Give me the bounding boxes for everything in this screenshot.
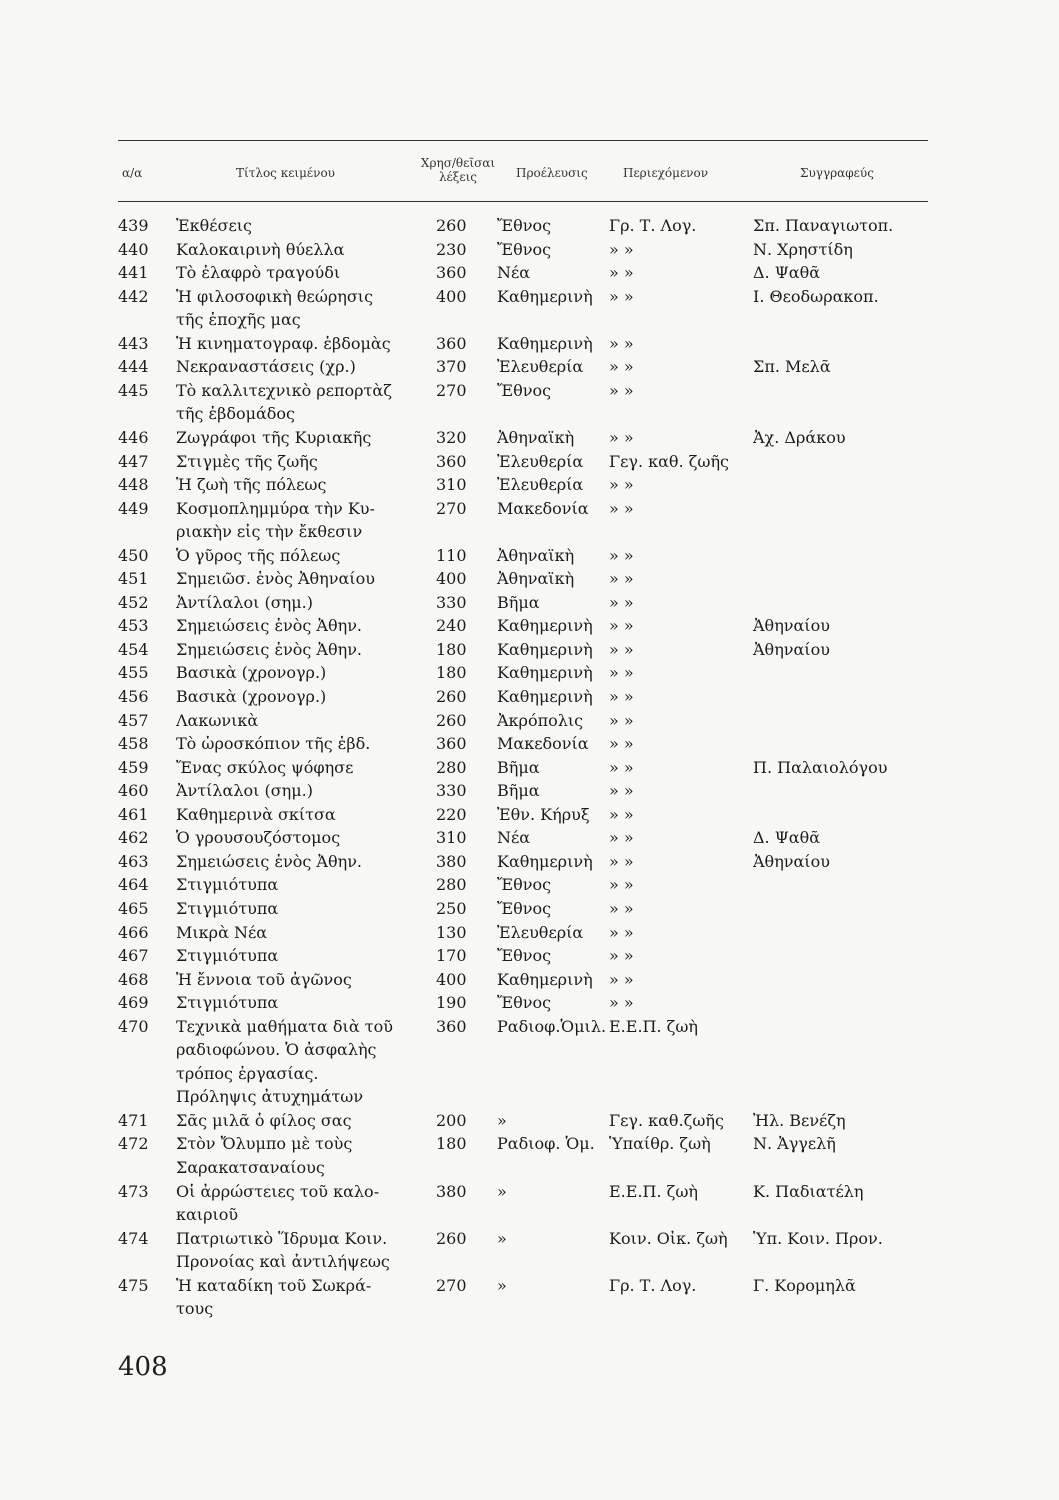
header-rule bbox=[118, 201, 928, 202]
cell-source: Ἀθηναϊκὴ bbox=[497, 569, 575, 589]
header-source: Προέλευσις bbox=[516, 166, 588, 180]
cell-title: Βασικὰ (χρονογρ.) bbox=[176, 663, 327, 683]
header-words-line1: Χρησ/θεῖσαι bbox=[420, 156, 496, 170]
cell-content: » » bbox=[609, 734, 634, 754]
header-author: Συγγραφεύς bbox=[800, 166, 874, 180]
table-header bbox=[0, 148, 1059, 198]
cell-source: Καθημερινὴ bbox=[497, 286, 593, 306]
cell-words: 360 bbox=[436, 263, 467, 283]
cell-words: 220 bbox=[436, 804, 467, 824]
cell-num: 446 bbox=[118, 427, 149, 447]
cell-author: Κ. Παδιατέλη bbox=[753, 1181, 864, 1201]
cell-num: 452 bbox=[118, 592, 149, 612]
cell-num: 464 bbox=[118, 875, 149, 895]
cell-content: » » bbox=[609, 333, 634, 353]
cell-source: Ἔθνος bbox=[497, 239, 552, 259]
cell-source: Καθημερινὴ bbox=[497, 969, 593, 989]
cell-num: 456 bbox=[118, 687, 149, 706]
cell-title: Καθημερινὰ σκίτσα bbox=[176, 804, 336, 824]
cell-source: Βῆμα bbox=[497, 592, 540, 612]
cell-title: Καλοκαιρινὴ θύελλα bbox=[176, 239, 345, 259]
cell-num: 447 bbox=[118, 451, 149, 471]
cell-words: 170 bbox=[436, 946, 467, 966]
cell-words: 320 bbox=[436, 427, 467, 447]
cell-author: Ἠλ. Βενέζη bbox=[753, 1110, 846, 1130]
cell-num: 461 bbox=[118, 804, 149, 824]
cell-title: Στιγμιότυπα bbox=[176, 875, 279, 895]
cell-source: Ἐθν. Κήρυξ bbox=[497, 804, 590, 824]
cell-content: » » bbox=[609, 380, 634, 400]
cell-author: Ν. Χρηστίδη bbox=[753, 239, 853, 259]
cell-title: Τὸ καλλιτεχνικὸ ρεπορτὰζ bbox=[176, 380, 392, 400]
cell-title: τρόπος ἐργασίας. bbox=[176, 1063, 319, 1083]
cell-title: Ἐκθέσεις bbox=[176, 216, 253, 235]
cell-source: » bbox=[497, 1228, 507, 1248]
cell-source: Ἔθνος bbox=[497, 216, 552, 235]
cell-words: 110 bbox=[436, 545, 467, 565]
cell-source: » bbox=[497, 1181, 507, 1201]
cell-title: Σημειώσεις ἑνὸς Ἀθην. bbox=[176, 639, 363, 659]
cell-title: τῆς ἐποχῆς μας bbox=[176, 310, 301, 330]
cell-words: 260 bbox=[436, 710, 467, 730]
cell-author: Γ. Κορομηλᾶ bbox=[753, 1275, 856, 1295]
cell-content: Ὑπαίθρ. ζωὴ bbox=[609, 1134, 711, 1154]
cell-content: » » bbox=[609, 592, 634, 612]
cell-num: 440 bbox=[118, 239, 149, 259]
cell-content: » » bbox=[609, 357, 634, 377]
cell-content: » » bbox=[609, 828, 634, 848]
cell-content: » » bbox=[609, 639, 634, 659]
cell-content: » » bbox=[609, 663, 634, 683]
cell-content: » » bbox=[609, 993, 634, 1013]
cell-author: Σπ. Μελᾶ bbox=[753, 357, 831, 377]
cell-words: 330 bbox=[436, 592, 467, 612]
cell-words: 190 bbox=[436, 993, 467, 1013]
cell-author: Ν. Ἀγγελῆ bbox=[753, 1134, 836, 1154]
cell-num: 467 bbox=[118, 946, 149, 966]
cell-title: Στιγμιότυπα bbox=[176, 946, 279, 966]
cell-title: Ἡ καταδίκη τοῦ Σωκρά- bbox=[176, 1275, 372, 1295]
cell-words: 130 bbox=[436, 922, 467, 942]
cell-words: 360 bbox=[436, 1016, 467, 1036]
cell-words: 280 bbox=[436, 875, 467, 895]
cell-source: Ἐλευθερία bbox=[497, 922, 584, 942]
cell-words: 280 bbox=[436, 757, 467, 777]
cell-content: » » bbox=[609, 498, 634, 518]
cell-source: Καθημερινὴ bbox=[497, 333, 593, 353]
cell-words: 230 bbox=[436, 239, 467, 259]
cell-content: Ε.Ε.Π. ζωὴ bbox=[609, 1181, 698, 1201]
cell-title: ριακὴν εἰς τὴν ἔκθεσιν bbox=[176, 522, 363, 542]
cell-title: Στιγμὲς τῆς ζωῆς bbox=[176, 451, 318, 471]
cell-author: Ἀθηναίου bbox=[753, 616, 830, 636]
cell-num: 439 bbox=[118, 216, 149, 235]
cell-num: 443 bbox=[118, 333, 149, 353]
cell-num: 445 bbox=[118, 380, 149, 400]
cell-num: 468 bbox=[118, 969, 149, 989]
cell-content: Γρ. Τ. Λογ. bbox=[609, 216, 697, 235]
cell-num: 473 bbox=[118, 1181, 149, 1201]
cell-words: 310 bbox=[436, 828, 467, 848]
cell-title: Ἀντίλαλοι (σημ.) bbox=[176, 592, 313, 612]
cell-content: » » bbox=[609, 616, 634, 636]
cell-num: 472 bbox=[118, 1134, 149, 1154]
cell-num: 471 bbox=[118, 1110, 149, 1130]
cell-title: τους bbox=[176, 1299, 214, 1319]
cell-num: 460 bbox=[118, 781, 149, 801]
cell-words: 380 bbox=[436, 1181, 467, 1201]
cell-source: Καθημερινὴ bbox=[497, 639, 593, 659]
cell-num: 451 bbox=[118, 569, 149, 589]
cell-content: » » bbox=[609, 427, 634, 447]
cell-source: Ἔθνος bbox=[497, 946, 552, 966]
header-content: Περιεχόμενον bbox=[623, 166, 708, 180]
cell-num: 448 bbox=[118, 475, 149, 495]
cell-num: 463 bbox=[118, 851, 149, 871]
cell-author: Ι. Θεοδωρακοπ. bbox=[753, 286, 879, 306]
cell-num: 457 bbox=[118, 710, 149, 730]
top-rule bbox=[118, 140, 928, 141]
cell-words: 260 bbox=[436, 1228, 467, 1248]
cell-words: 180 bbox=[436, 639, 467, 659]
cell-author: Ἀθηναίου bbox=[753, 639, 830, 659]
cell-source: Μακεδονία bbox=[497, 734, 589, 754]
cell-content: » » bbox=[609, 875, 634, 895]
cell-content: » » bbox=[609, 687, 634, 706]
cell-words: 270 bbox=[436, 498, 467, 518]
cell-author: Δ. Ψαθᾶ bbox=[753, 263, 820, 283]
cell-title: Ὁ γρουσουζόστομος bbox=[176, 828, 341, 848]
cell-source: Νέα bbox=[497, 828, 531, 848]
cell-content: » » bbox=[609, 710, 634, 730]
cell-source: Ραδιοφ.Ὁμιλ. bbox=[497, 1016, 607, 1036]
cell-title: καιριοῦ bbox=[176, 1205, 239, 1225]
cell-content: » » bbox=[609, 851, 634, 871]
cell-source: Καθημερινὴ bbox=[497, 687, 593, 706]
cell-source: Καθημερινὴ bbox=[497, 663, 593, 683]
cell-title: Προνοίας καὶ ἀντιλήψεως bbox=[176, 1252, 390, 1272]
cell-title: Νεκραναστάσεις (χρ.) bbox=[176, 357, 356, 377]
cell-content: Κοιν. Οἰκ. ζωὴ bbox=[609, 1228, 728, 1248]
cell-content: » » bbox=[609, 569, 634, 589]
cell-title: Σημειώσεις ἑνὸς Ἀθην. bbox=[176, 616, 363, 636]
cell-words: 400 bbox=[436, 569, 467, 589]
cell-content: Γεγ. καθ.ζωῆς bbox=[609, 1110, 724, 1130]
cell-words: 310 bbox=[436, 475, 467, 495]
header-words bbox=[408, 156, 508, 184]
cell-content: » » bbox=[609, 263, 634, 283]
cell-title: Ἔνας σκύλος ψόφησε bbox=[176, 757, 354, 777]
cell-title: Πατριωτικὸ Ἵδρυμα Κοιν. bbox=[176, 1228, 388, 1248]
cell-source: » bbox=[497, 1110, 507, 1130]
header-words-line2: λέξεις bbox=[438, 170, 478, 184]
cell-num: 459 bbox=[118, 757, 149, 777]
cell-source: Ἔθνος bbox=[497, 380, 552, 400]
cell-title: Βασικὰ (χρονογρ.) bbox=[176, 687, 327, 706]
cell-source: Ἔθνος bbox=[497, 993, 552, 1013]
cell-title: Σημειῶσ. ἑνὸς Ἀθηναίου bbox=[176, 569, 375, 589]
cell-words: 180 bbox=[436, 1134, 467, 1154]
cell-words: 360 bbox=[436, 734, 467, 754]
cell-num: 449 bbox=[118, 498, 149, 518]
cell-num: 474 bbox=[118, 1228, 149, 1248]
cell-content: » » bbox=[609, 946, 634, 966]
header-title: Τίτλος κειμένου bbox=[236, 166, 335, 180]
cell-content: » » bbox=[609, 898, 634, 918]
cell-author: Π. Παλαιολόγου bbox=[753, 757, 888, 777]
cell-num: 442 bbox=[118, 286, 149, 306]
cell-content: Γεγ. καθ. ζωῆς bbox=[609, 451, 729, 471]
cell-words: 270 bbox=[436, 380, 467, 400]
cell-words: 370 bbox=[436, 357, 467, 377]
cell-title: ραδιοφώνου. Ὁ ἀσφαλὴς bbox=[176, 1040, 377, 1060]
cell-title: Στιγμιότυπα bbox=[176, 993, 279, 1013]
cell-num: 441 bbox=[118, 263, 149, 283]
cell-num: 469 bbox=[118, 993, 149, 1013]
cell-words: 330 bbox=[436, 781, 467, 801]
cell-title: Οἱ ἀρρώστειες τοῦ καλο- bbox=[176, 1181, 380, 1201]
cell-words: 400 bbox=[436, 969, 467, 989]
cell-num: 470 bbox=[118, 1016, 149, 1036]
cell-source: Ἐλευθερία bbox=[497, 451, 584, 471]
cell-source: Ἐλευθερία bbox=[497, 357, 584, 377]
cell-source: Ἔθνος bbox=[497, 898, 552, 918]
cell-num: 450 bbox=[118, 545, 149, 565]
cell-words: 250 bbox=[436, 898, 467, 918]
cell-num: 475 bbox=[118, 1275, 149, 1295]
cell-title: Μικρὰ Νέα bbox=[176, 922, 268, 942]
cell-source: Καθημερινὴ bbox=[497, 851, 593, 871]
cell-source: Ἀθηναϊκὴ bbox=[497, 545, 575, 565]
cell-content: Γρ. Τ. Λογ. bbox=[609, 1275, 697, 1295]
cell-num: 455 bbox=[118, 663, 149, 683]
cell-title: Λακωνικὰ bbox=[176, 710, 259, 730]
cell-words: 240 bbox=[436, 616, 467, 636]
cell-content: Ε.Ε.Π. ζωὴ bbox=[609, 1016, 698, 1036]
cell-num: 466 bbox=[118, 922, 149, 942]
cell-title: Ὁ γῦρος τῆς πόλεως bbox=[176, 545, 341, 565]
cell-title: Ἡ ἔννοια τοῦ ἀγῶνος bbox=[176, 969, 352, 989]
cell-source: Καθημερινὴ bbox=[497, 616, 593, 636]
cell-source: Βῆμα bbox=[497, 781, 540, 801]
cell-content: » » bbox=[609, 545, 634, 565]
cell-author: Ἀθηναίου bbox=[753, 851, 830, 871]
cell-content: » » bbox=[609, 475, 634, 495]
cell-content: » » bbox=[609, 286, 634, 306]
cell-words: 200 bbox=[436, 1110, 467, 1130]
cell-source: Νέα bbox=[497, 263, 531, 283]
cell-title: Ἡ φιλοσοφικὴ θεώρησις bbox=[176, 286, 374, 306]
cell-title: Στὸν Ὄλυμπο μὲ τοὺς bbox=[176, 1134, 353, 1154]
page-number: 408 bbox=[118, 1352, 168, 1382]
cell-title: Ἡ κινηματογραφ. ἑβδομὰς bbox=[176, 333, 391, 353]
cell-words: 260 bbox=[436, 216, 467, 235]
cell-words: 260 bbox=[436, 687, 467, 706]
cell-author: Ὑπ. Κοιν. Προν. bbox=[753, 1228, 883, 1248]
cell-words: 400 bbox=[436, 286, 467, 306]
cell-words: 180 bbox=[436, 663, 467, 683]
cell-content: » » bbox=[609, 239, 634, 259]
cell-title: Τεχνικὰ μαθήματα διὰ τοῦ bbox=[176, 1016, 393, 1036]
cell-content: » » bbox=[609, 757, 634, 777]
cell-title: Τὸ ὡροσκόπιον τῆς ἑβδ. bbox=[176, 734, 371, 754]
cell-title: Πρόληψις ἀτυχημάτων bbox=[176, 1087, 364, 1107]
cell-content: » » bbox=[609, 922, 634, 942]
cell-title: Στιγμιότυπα bbox=[176, 898, 279, 918]
cell-source: Ἀκρόπολις bbox=[497, 710, 584, 730]
cell-content: » » bbox=[609, 781, 634, 801]
cell-title: Ζωγράφοι τῆς Κυριακῆς bbox=[176, 427, 372, 447]
cell-words: 360 bbox=[436, 333, 467, 353]
cell-source: Μακεδονία bbox=[497, 498, 589, 518]
cell-title: Ἀντίλαλοι (σημ.) bbox=[176, 781, 313, 801]
cell-author: Σπ. Παναγιωτοπ. bbox=[753, 216, 894, 235]
cell-author: Δ. Ψαθᾶ bbox=[753, 828, 820, 848]
cell-source: Ἐλευθερία bbox=[497, 475, 584, 495]
cell-source: Ἀθηναϊκὴ bbox=[497, 427, 575, 447]
cell-source: Ραδιοφ. Ὁμ. bbox=[497, 1134, 595, 1154]
cell-num: 462 bbox=[118, 828, 149, 848]
cell-content: » » bbox=[609, 969, 634, 989]
header-num: α/α bbox=[122, 166, 143, 180]
cell-num: 465 bbox=[118, 898, 149, 918]
cell-title: Σημειώσεις ἑνὸς Ἀθην. bbox=[176, 851, 363, 871]
cell-source: Βῆμα bbox=[497, 757, 540, 777]
cell-source: Ἔθνος bbox=[497, 875, 552, 895]
cell-title: τῆς ἑβδομάδος bbox=[176, 404, 296, 424]
cell-words: 380 bbox=[436, 851, 467, 871]
cell-title: Σᾶς μιλᾶ ὁ φίλος σας bbox=[176, 1110, 352, 1130]
cell-num: 453 bbox=[118, 616, 149, 636]
cell-title: Τὸ ἐλαφρὸ τραγούδι bbox=[176, 263, 341, 283]
cell-words: 270 bbox=[436, 1275, 467, 1295]
cell-title: Κοσμοπλημμύρα τὴν Κυ- bbox=[176, 498, 375, 518]
cell-num: 454 bbox=[118, 639, 149, 659]
cell-num: 444 bbox=[118, 357, 149, 377]
cell-source: » bbox=[497, 1275, 507, 1295]
cell-title: Ἡ ζωὴ τῆς πόλεως bbox=[176, 475, 327, 495]
cell-title: Σαρακατσαναίους bbox=[176, 1158, 325, 1177]
cell-num: 458 bbox=[118, 734, 149, 754]
cell-author: Ἀχ. Δράκου bbox=[753, 427, 846, 447]
cell-words: 360 bbox=[436, 451, 467, 471]
cell-content: » » bbox=[609, 804, 634, 824]
